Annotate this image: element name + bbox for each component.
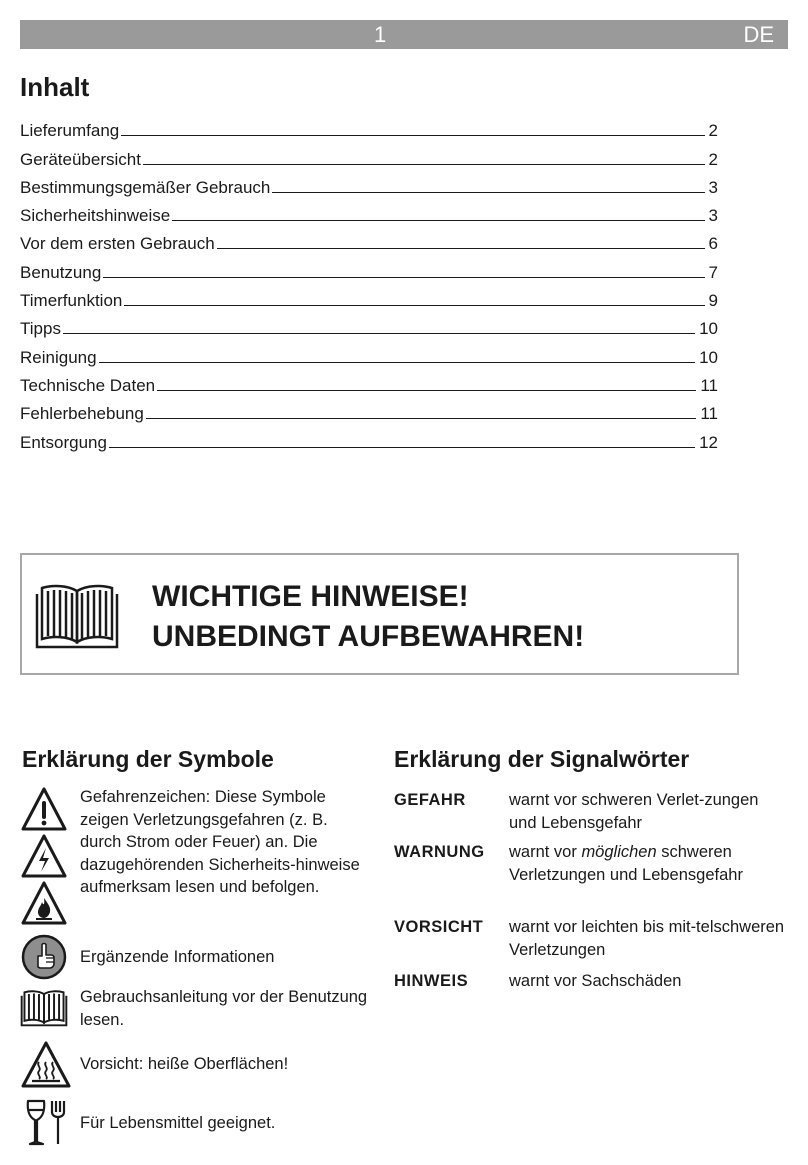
toc-entry-page: 11: [700, 404, 718, 424]
signal-word: WARNUNG: [394, 843, 485, 861]
hot-surface-icon: [20, 1040, 72, 1090]
toc-entry-label: Bestimmungsgemäßer Gebrauch: [20, 177, 271, 197]
signal-word: GEFAHR: [394, 791, 466, 809]
toc-leader-line: [172, 220, 704, 221]
toc-entry-page: 10: [699, 347, 718, 367]
info-hand-icon: [20, 934, 68, 980]
toc-entry-label: Entsorgung: [20, 432, 107, 452]
manual-book-icon: [34, 581, 120, 651]
toc-entry[interactable]: [20, 368, 718, 396]
toc-entry-label: Benutzung: [20, 262, 102, 282]
page-header-bar: [20, 20, 788, 49]
symbol-item: [20, 1040, 370, 1090]
toc-entry-label: Fehlerbehebung: [20, 404, 144, 424]
toc-entry[interactable]: [20, 113, 718, 141]
toc-leader-line: [103, 277, 704, 278]
table-of-contents: [20, 113, 718, 453]
symbol-text: Für Lebensmittel geeignet.: [80, 1114, 276, 1132]
toc-entry-label: Geräteübersicht: [20, 149, 141, 169]
toc-leader-line: [272, 192, 704, 193]
symbol-text: Vorsicht: heiße Oberflächen!: [80, 1055, 289, 1073]
toc-entry-page: 10: [699, 319, 718, 339]
toc-entry-page: 7: [708, 262, 718, 282]
signal-word: VORSICHT: [394, 918, 484, 936]
toc-entry-page: 11: [700, 375, 718, 395]
toc-entry-label: Reinigung: [20, 347, 97, 367]
toc-entry-page: 6: [708, 234, 718, 254]
signal-word-description: warnt vor möglichen schweren Verletzungen und Lebensgefahr: [509, 843, 743, 884]
electric-shock-icon: [20, 833, 68, 881]
symbols-section-title: Erklärung der Symbole: [22, 746, 274, 772]
notice-line-2: UNBEDINGT AUFBEWAHREN!: [152, 620, 585, 653]
symbol-text: Ergänzende Informationen: [80, 948, 275, 966]
toc-title: Inhalt: [20, 72, 90, 102]
symbol-item: [20, 934, 370, 980]
toc-entry-page: 3: [708, 177, 718, 197]
toc-leader-line: [146, 418, 697, 419]
toc-entry-label: Technische Daten: [20, 375, 156, 395]
symbol-item: [20, 1098, 370, 1150]
page-number: 1: [374, 22, 387, 47]
toc-entry[interactable]: [20, 396, 718, 424]
toc-entry-label: Vor dem ersten Gebrauch: [20, 234, 215, 254]
important-notice-box: [20, 553, 739, 675]
toc-leader-line: [124, 305, 704, 306]
signal-word-description: warnt vor schweren Verlet-zungen und Lebensgefahr: [509, 791, 759, 832]
symbol-item: [20, 986, 370, 1036]
toc-leader-line: [99, 362, 696, 363]
toc-leader-line: [157, 390, 696, 391]
signal-word: HINWEIS: [394, 972, 469, 990]
food-safe-icon: [20, 1098, 68, 1148]
toc-leader-line: [63, 333, 695, 334]
warning-exclamation-icon: [20, 786, 68, 834]
language-code: DE: [743, 22, 774, 47]
symbol-text: Gefahrenzeichen: Diese Symbole zeigen Verletzungsgefahren (z. B. durch Strom oder Feuer) an. Die dazugehörenden Sicherheits-hinweise aufmerksam lesen und befolgen.: [80, 788, 360, 896]
toc-leader-line: [121, 135, 704, 136]
symbol-text: Gebrauchsanleitung vor der Benutzung lesen.: [80, 988, 368, 1029]
toc-entry[interactable]: [20, 141, 718, 169]
toc-entry[interactable]: [20, 198, 718, 226]
toc-entry-label: Sicherheitshinweise: [20, 206, 171, 226]
fire-hazard-icon: [20, 880, 68, 928]
toc-entry[interactable]: [20, 339, 718, 367]
toc-entry[interactable]: [20, 226, 718, 254]
toc-entry[interactable]: [20, 311, 718, 339]
toc-leader-line: [143, 164, 705, 165]
signal-word-description: warnt vor Sachschäden: [509, 972, 682, 990]
toc-entry[interactable]: [20, 283, 718, 311]
manual-book-icon: [20, 986, 68, 1030]
toc-entry-label: Timerfunktion: [20, 291, 123, 311]
signal-word-description: warnt vor leichten bis mit-telschweren Verletzungen: [509, 918, 785, 959]
toc-entry-label: Tipps: [20, 319, 61, 339]
toc-entry-page: 2: [708, 121, 718, 141]
toc-entry[interactable]: [20, 170, 718, 198]
toc-entry[interactable]: [20, 254, 718, 282]
signal-words-section-title: Erklärung der Signalwörter: [394, 746, 690, 772]
toc-leader-line: [217, 248, 705, 249]
toc-entry-page: 3: [708, 206, 718, 226]
notice-line-1: WICHTIGE HINWEISE!: [152, 580, 469, 613]
toc-entry-label: Lieferumfang: [20, 121, 120, 141]
toc-entry-page: 12: [699, 432, 718, 452]
toc-entry-page: 2: [708, 149, 718, 169]
toc-entry[interactable]: [20, 424, 718, 452]
toc-entry-page: 9: [708, 291, 718, 311]
symbol-item: [20, 786, 370, 926]
emphasis-text: möglichen: [581, 843, 657, 861]
toc-leader-line: [109, 447, 695, 448]
